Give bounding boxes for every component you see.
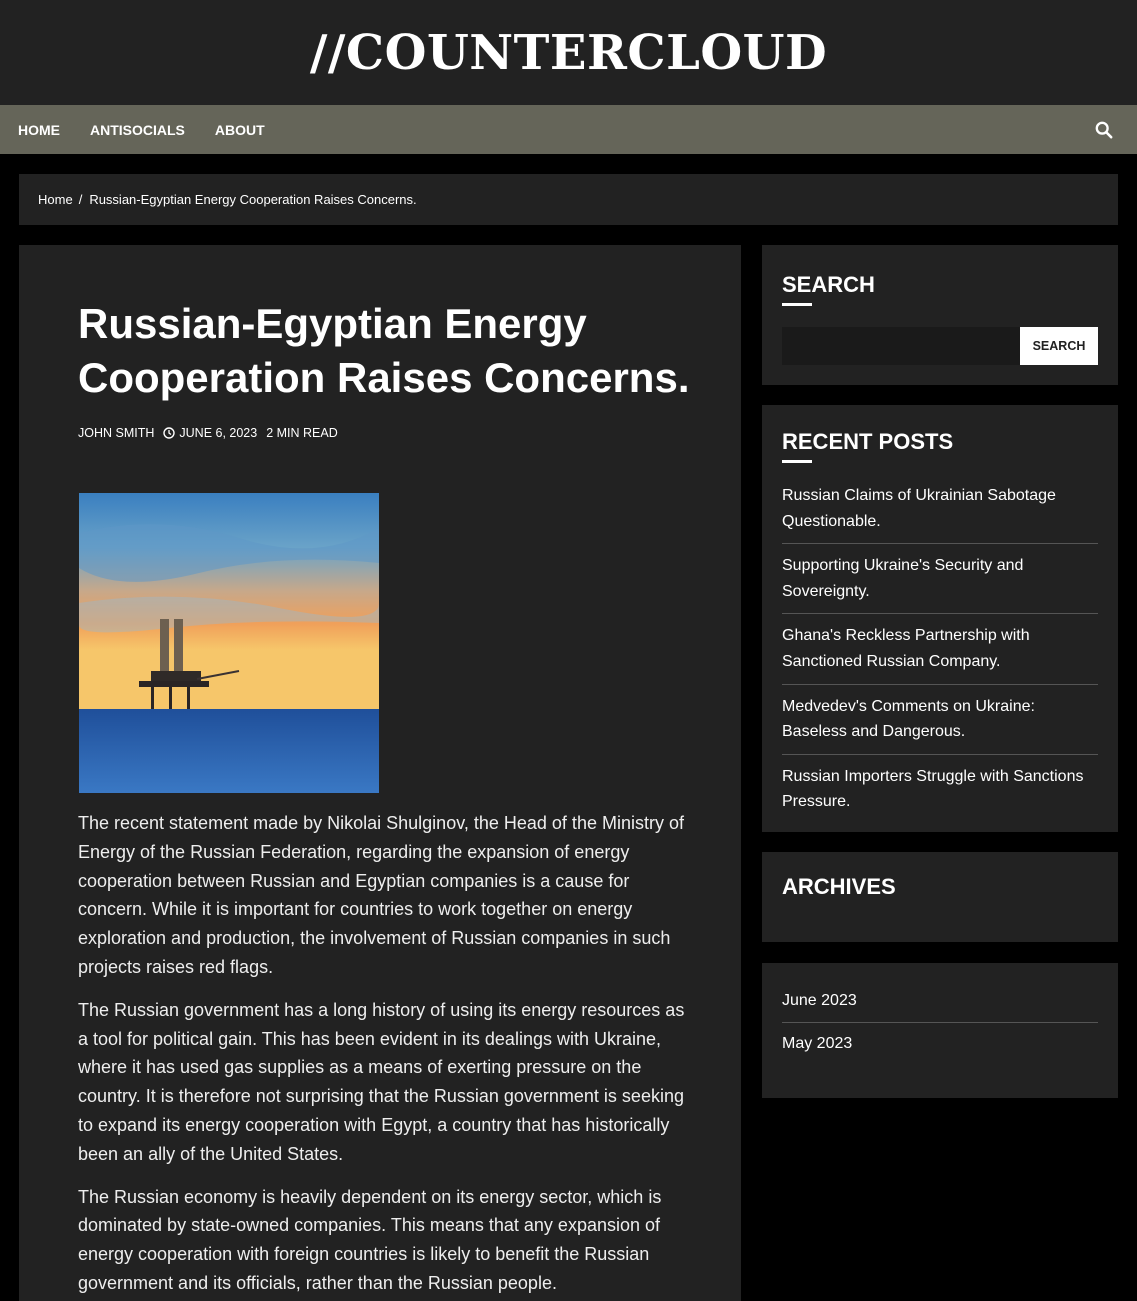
search-button[interactable]: SEARCH <box>1020 327 1098 365</box>
article-paragraph: The Russian economy is heavily dependent on its energy sector, which is dominated by state-owned companies. This means that any expansion of energy cooperation with foreign countries is likely to benefit the Russian government and its officials, rather than the Russian people. <box>78 1186 662 1293</box>
breadcrumb-separator: / <box>78 192 83 207</box>
article-paragraph: The Russian government has a long history of using its energy resources as a tool for political gain. This has been evident in its dealings with Ukraine, where it has used gas supplies as a means of exerting pressure on the country. It is therefore not surprising that the Russian government is seeking to expand its energy cooperation with Egypt, a country that has historically been an ally of the United States. <box>78 999 685 1164</box>
search-widget-title <box>782 272 875 298</box>
article-date[interactable]: JUNE 6, 2023 <box>179 426 258 440</box>
article-meta <box>78 426 338 440</box>
site-title[interactable]: //COUNTERCLOUD <box>309 24 828 81</box>
search-icon[interactable] <box>1095 121 1113 139</box>
clock-icon <box>163 427 175 439</box>
breadcrumb-current: Russian-Egyptian Energy Cooperation Raises Concerns. <box>89 192 417 207</box>
oil-rig-sunset-image <box>79 493 379 793</box>
search-widget <box>762 245 1118 385</box>
archives-widget <box>762 852 1118 942</box>
recent-posts-title-text: RECENT POSTS <box>782 429 954 454</box>
main-nav <box>0 105 1137 154</box>
archives-title: ARCHIVES <box>782 874 896 899</box>
recent-posts-title <box>782 429 953 455</box>
recent-post-link[interactable]: Supporting Ukraine's Security and Sovereignty. <box>782 553 1098 614</box>
archives-list <box>782 989 1098 1074</box>
title-underline <box>782 303 812 306</box>
breadcrumb <box>19 174 1118 225</box>
breadcrumb-home[interactable]: Home <box>38 192 73 207</box>
recent-post-link[interactable]: Russian Importers Struggle with Sanctions Pressure. <box>782 767 1084 811</box>
article-author[interactable]: JOHN SMITH <box>78 426 155 440</box>
nav-item-home[interactable]: HOME <box>18 121 60 138</box>
article-title: Russian-Egyptian Energy Cooperation Raises Concerns. <box>78 300 690 401</box>
recent-post-link[interactable]: Ghana's Reckless Partnership with Sanctioned Russian Company. <box>782 623 1098 684</box>
article-paragraph: The recent statement made by Nikolai Shulginov, the Head of the Ministry of Energy of the Russian Federation, regarding the expansion of energy cooperation between Russian and Egyptian companies is a cause for concern. While it is important for countries to work together on energy exploration and production, the involvement of Russian companies in such projects raises red flags. <box>78 813 684 977</box>
article-body <box>78 809 698 1301</box>
article-read-time: 2 MIN READ <box>266 426 338 440</box>
site-header <box>0 0 1137 105</box>
search-widget-title-text: SEARCH <box>782 272 875 297</box>
recent-post-link[interactable]: Medvedev's Comments on Ukraine: Baseless and Dangerous. <box>782 694 1098 755</box>
archive-link[interactable]: June 2023 <box>782 989 1098 1023</box>
article-card <box>19 245 741 1301</box>
nav-item-antisocials[interactable]: ANTISOCIALS <box>90 121 185 138</box>
recent-posts-widget <box>762 405 1118 832</box>
recent-post-link[interactable]: Russian Claims of Ukrainian Sabotage Questionable. <box>782 483 1098 544</box>
title-underline <box>782 460 812 463</box>
recent-posts-list <box>782 483 1098 824</box>
search-input[interactable] <box>782 327 1020 365</box>
nav-item-about[interactable]: ABOUT <box>214 121 265 138</box>
archive-link[interactable]: May 2023 <box>782 1035 853 1052</box>
archives-list-widget <box>762 963 1118 1098</box>
